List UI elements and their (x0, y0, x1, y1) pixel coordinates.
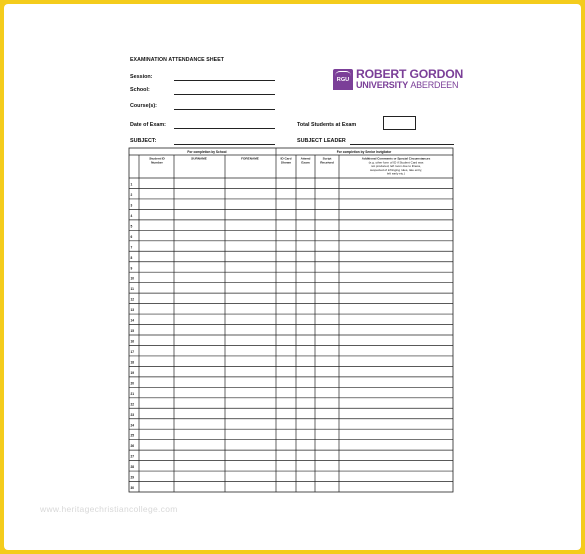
row-number: 3 (130, 203, 133, 208)
subject-label: SUBJECT: (130, 138, 157, 144)
column-header-5: Exam (301, 160, 310, 165)
column-header-4: ID Card (280, 156, 292, 161)
row-number: 10 (130, 276, 135, 281)
row-number: 12 (130, 297, 135, 302)
row-number: 17 (130, 350, 135, 355)
row-number: 2 (130, 193, 133, 198)
row-number: 23 (130, 412, 135, 417)
logo-university: UNIVERSITY (356, 80, 409, 90)
column-header-2: SURNAME (191, 156, 207, 161)
school-label: School: (130, 87, 150, 93)
column-header-7: left early etc.) (386, 171, 406, 176)
column-header-1: Number (151, 160, 163, 165)
row-number: 16 (130, 339, 135, 344)
row-number: 25 (130, 433, 135, 438)
row-number: 14 (130, 318, 135, 323)
session-label: Session: (130, 74, 153, 80)
column-header-7: (e.g. other form of ID if Student Card was (368, 160, 424, 165)
row-number: 30 (130, 486, 135, 491)
row-number: 18 (130, 360, 135, 365)
column-header-7: Additional Comments or Special Circumstances (361, 156, 431, 161)
row-number: 1 (130, 182, 133, 187)
row-number: 7 (130, 245, 133, 250)
row-number: 28 (130, 465, 135, 470)
row-number: 9 (130, 266, 133, 271)
row-number: 15 (130, 329, 135, 334)
table-border (129, 148, 453, 492)
total-students-label: Total Students at Exam (297, 122, 357, 128)
group-school-label: For completion by School (187, 150, 227, 154)
row-number: 26 (130, 444, 135, 449)
column-header-7: not produced, left room due to illness, (370, 164, 422, 169)
row-number: 11 (130, 287, 134, 292)
row-number: 5 (130, 224, 133, 229)
subject-leader-label: SUBJECT LEADER (297, 138, 346, 144)
column-header-1: Student ID (149, 156, 165, 161)
watermark: www.heritagechristiancollege.com (40, 504, 178, 514)
document-title: EXAMINATION ATTENDANCE SHEET (130, 57, 225, 63)
column-header-5: Attend (300, 156, 311, 161)
column-header-6: Received (320, 160, 334, 165)
row-number: 21 (130, 391, 135, 396)
row-number: 20 (130, 381, 135, 386)
row-number: 22 (130, 402, 135, 407)
logo-aberdeen: ABERDEEN (410, 80, 459, 90)
column-header-3: FORENAME (241, 156, 259, 161)
column-header-4: Shown (280, 160, 292, 165)
courses-label: Course(s): (130, 103, 157, 109)
column-header-6: Script (322, 156, 332, 161)
row-number: 6 (130, 234, 133, 239)
date-of-exam-label: Date of Exam: (130, 122, 166, 128)
row-number: 8 (130, 255, 133, 260)
row-number: 19 (130, 370, 135, 375)
logo-badge: RGU (333, 69, 353, 90)
logo-line-1: ROBERT GORDON (356, 67, 464, 81)
row-number: 13 (130, 308, 135, 313)
column-header-7: suspected of infringing rules, late entry, (370, 167, 422, 172)
row-number: 24 (130, 423, 135, 428)
row-number: 27 (130, 454, 135, 459)
row-number: 4 (130, 213, 133, 218)
row-number: 29 (130, 475, 135, 480)
group-invigilator-label: For completion by Senior Invigilator (336, 150, 392, 154)
